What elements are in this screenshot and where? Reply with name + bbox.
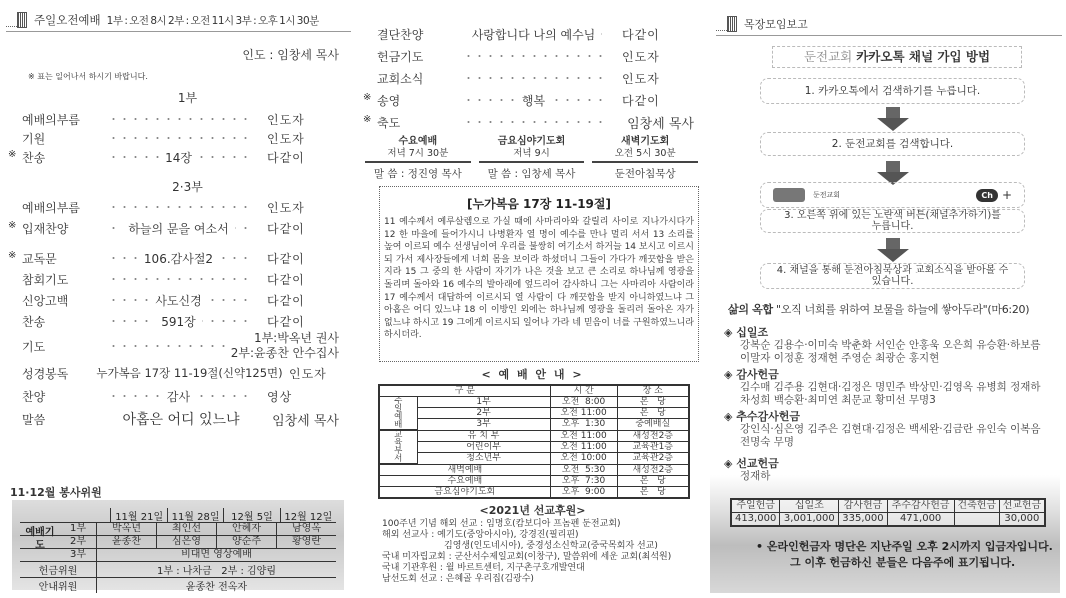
online-notice-2: 그 이후 헌금하신 분들은 다음주에 표기됩니다. <box>790 556 1016 569</box>
table-row <box>379 397 689 408</box>
amount-cell: 335,000 <box>839 513 887 527</box>
order-person: 다같이 <box>267 150 305 165</box>
date-header: 12월 5일 <box>223 508 279 523</box>
anthem-title: 감사 <box>161 388 196 405</box>
header-cell: 장 소 <box>617 385 689 397</box>
date-header: 12월 12일 <box>280 508 336 523</box>
step-text: 있습니다. <box>871 276 914 287</box>
usher-volunteers: 윤종찬 전옥자 <box>96 578 336 593</box>
order-label: 헌금기도 <box>377 49 424 64</box>
table-row <box>379 487 689 499</box>
volunteers-panel <box>12 500 344 593</box>
table-cell: 어린이부 <box>417 441 550 452</box>
sermon-title: 아홉은 어디 있느냐 <box>122 412 240 428</box>
table-cell: 본 당 <box>617 487 689 499</box>
table-cell: 교육관2층 <box>617 453 689 464</box>
page-header <box>6 8 351 32</box>
group-name: 교육부서 <box>394 430 403 464</box>
table-cell: 오후 9:00 <box>550 487 617 499</box>
order-dots <box>108 110 249 128</box>
diamond-icon: ◈ <box>724 368 737 381</box>
order-row-prayer <box>22 331 339 361</box>
order-row-anthem <box>22 387 339 405</box>
church-logo-icon <box>6 10 30 28</box>
volunteer-name: 최인선 <box>156 523 216 535</box>
part-label: 1부 <box>69 523 87 534</box>
service-time: 저녁 7시 30분 <box>365 148 471 163</box>
table-cell: 본 당 <box>617 476 689 487</box>
group-cell <box>379 430 417 464</box>
order-label: 기도 <box>22 339 46 354</box>
service-time: 저녁 9시 <box>479 148 585 163</box>
leader: 인도 : 임창세 목사 <box>242 48 339 62</box>
table-cell: 오전 11:00 <box>550 430 617 441</box>
table-row <box>379 408 689 419</box>
kakao-title-text: 카카오톡 채널 가입 방법 <box>856 49 991 64</box>
offering-section <box>724 326 1052 365</box>
arrow-down-icon <box>877 107 909 131</box>
church-thumbnail-icon <box>773 188 805 202</box>
service-0 <box>365 135 471 183</box>
order-label-wrap <box>22 292 90 309</box>
header-cell: 주일헌금 <box>731 499 780 513</box>
table-cell: 본 당 <box>617 397 689 408</box>
order-label-wrap <box>363 91 445 109</box>
order-item: 사랑합니다 나의 예수님 <box>466 26 602 43</box>
background-photo <box>710 475 1060 593</box>
table-cell: 유 치 부 <box>417 430 550 441</box>
order-item: 14장 <box>159 149 198 166</box>
order-label-wrap <box>22 199 90 216</box>
table-cell: 새벽예배 <box>379 464 550 476</box>
table-row <box>379 476 689 487</box>
order-person: 다같이 <box>267 314 305 329</box>
order-item: 106.감사절2 <box>138 250 219 267</box>
order-dots <box>108 270 249 288</box>
order-row <box>22 270 339 288</box>
prayer-leaders <box>231 331 339 361</box>
order-row <box>8 219 339 237</box>
order-label: 찬송 <box>22 150 46 165</box>
table-cell: 2부 <box>417 408 550 419</box>
volunteer-name: 안혜자 <box>216 523 276 535</box>
service-name: 새벽기도회 <box>621 136 670 147</box>
arrow-down-icon <box>877 238 909 262</box>
volunteers-table <box>20 508 336 523</box>
standing-note: ※ 표는 일어나서 하시기 바랍니다. <box>28 72 148 81</box>
page-header <box>716 8 1062 36</box>
table-cell: 청소년부 <box>417 453 550 464</box>
order-dots <box>108 337 225 355</box>
section-names: 강복순 김용수·이미숙 박춘화 서인순 안홍욱 오은희 유승환·하보름 이말자 이정훈 정재현 주영순 최광순 홍지현 <box>740 339 1041 364</box>
volunteer-name: 박옥년 <box>96 523 156 535</box>
order-item: 하늘의 문을 여소서 <box>122 220 234 237</box>
order-row <box>8 148 339 166</box>
order-dots <box>108 387 249 405</box>
section-names: 강인식·심은영 김주은 김현대·김정은 백세완·김금란 유인숙 이복음 전명숙 무명 <box>740 423 1041 448</box>
reading-passage: 누가복음 17장 11-19절(신약125면) <box>96 366 283 380</box>
section-names: 김수매 김주용 김현대·김정은 명민주 박상민·김영옥 유병희 정재하 차성희 백승환·최미연 최문교 황미선 무명3 <box>740 381 1041 406</box>
order-label-wrap <box>22 388 90 405</box>
amount-cell: 3,001,000 <box>780 513 839 527</box>
service-2 <box>592 135 698 183</box>
table-cell: 교육관1층 <box>617 441 689 452</box>
table-row <box>379 441 689 452</box>
part1-title: 1부 <box>177 91 198 105</box>
table-row <box>379 430 689 441</box>
amount-cell <box>954 513 999 527</box>
order-row-sermon <box>22 410 339 428</box>
order-dots <box>108 219 249 237</box>
service-name: 수요예배 <box>398 136 438 147</box>
amount-cell: 30,000 <box>999 513 1045 527</box>
preacher: 임창세 목사 <box>272 413 339 429</box>
table-cell: 금요심야기도회 <box>379 487 550 499</box>
verse-text: "오직 너희를 위하여 보물을 하늘에 쌓아두라"(마6:20) <box>776 303 1030 316</box>
order-dots <box>108 129 249 147</box>
order-row-reading <box>22 364 339 382</box>
order-label-wrap <box>363 113 445 131</box>
kakao-step-2 <box>760 132 1025 156</box>
part-label: 3부 <box>69 549 87 560</box>
order-row <box>22 291 339 309</box>
table-cell: 오후 1:30 <box>550 419 617 430</box>
table-cell: 중예배실 <box>617 419 689 430</box>
offering-table <box>730 498 1046 527</box>
kakao-title <box>772 46 1022 68</box>
order-label: 입재찬양 <box>22 221 69 236</box>
order-label-wrap <box>377 48 445 65</box>
mission-line: 김영생(인도네시아), 중경성소신학교(중국목회자 선교) <box>444 541 658 551</box>
section-mission-offering <box>724 457 1052 483</box>
table-cell: 오전 11:00 <box>550 441 617 452</box>
step-text: 4. 채널을 통해 둔전아침묵상과 교회소식을 받아볼 수 <box>776 265 1009 276</box>
channel-add-button[interactable]: Ch <box>976 189 998 202</box>
order-row <box>377 25 694 43</box>
order-dots <box>463 113 609 131</box>
order-label: 신앙고백 <box>22 293 69 308</box>
table-cell: 새성전2층 <box>617 430 689 441</box>
mission-line: 해외 선교사 : 예기도(중앙아시아), 강경진(필리핀) <box>382 530 579 540</box>
order-item: 행복 <box>516 92 551 109</box>
order-label-wrap <box>22 411 90 428</box>
order-label: 말씀 <box>22 412 46 427</box>
offering-label: 헌금위원 <box>38 566 78 577</box>
step-text: 3. 오른쪽 위에 있는 노란색 버튼(채널추가하기)를 <box>784 210 1001 221</box>
part-label: 2부 <box>69 536 87 547</box>
order-dots <box>108 249 249 267</box>
volunteers-title: 11·12월 봉사위원 <box>10 486 102 499</box>
order-label: 찬양 <box>22 389 46 404</box>
group-cell <box>379 397 417 431</box>
header-cell: 감사헌금 <box>839 499 887 513</box>
offering-verse <box>728 303 1029 317</box>
table-row <box>379 453 689 464</box>
mission-list <box>382 519 671 585</box>
order-label: 송영 <box>377 93 401 108</box>
order-person: 인도자 <box>622 49 660 64</box>
part23-title: 2·3부 <box>172 180 203 194</box>
order-dots <box>108 312 249 330</box>
order-person: 인도자 <box>267 112 305 127</box>
volunteer-name: 남영옥 <box>276 523 336 535</box>
order-label-wrap <box>22 365 90 382</box>
order-person: 임창세 목사 <box>627 116 694 132</box>
weekly-services <box>365 135 698 183</box>
scripture-title: [누가복음 17장 11-19절] <box>467 197 611 211</box>
mission-line: 국내 미자립교회 : 군산서수제일교회(이창구), 말씀위에 세운 교회(최석원) <box>382 552 672 562</box>
volunteer-name: 윤종찬 <box>96 536 156 548</box>
header-cell: 구 분 <box>379 385 550 397</box>
usher-label: 안내위원 <box>38 582 78 593</box>
header-title: 목장모임보고 <box>744 18 808 31</box>
plus-icon: + <box>1001 187 1012 202</box>
order-label-wrap <box>8 249 90 267</box>
order-dots <box>108 148 249 166</box>
service-times: 1부 : 오전 8시 2부 : 오전 11시 3부 : 오후 1시 30분 <box>106 15 319 27</box>
scripture-text: 11 예수께서 예루살렘으로 가실 때에 사마리아와 갈릴리 사이로 지나가시다가 12 한 마을에 들어가시니 나병환자 열 명이 예수를 만나 멀리 서서 13 소리를 높여 이르되 예수 선생님이여 우리를 불쌍히 여기소서 하거늘 14 보시고 이르시되 가서 제사장들에게 너희 몸을 보이라 하셨더니 그들이 가다가 깨끗함을 받은지라 15 그 중의 한 사람이 자기가 나은 것을 보고 큰 소리로 하나님께 영광을 돌리며 돌아와 16 예수의 발아래에 엎드리어 감사하니 그는 사마리아 사람이라 17 예수께서 대답하여 이르시되 열 사람이 다 깨끗함을 받지 아니하였느냐 그 아홉은 어디 있느냐 18 이 이방인 외에는 하나님께 영광을 돌리러 돌아온 자가 없느냐 하시고 19 그에게 이르시되 일어나 가라 네 믿음이 너를 구원하였느니라 하시더라. <box>384 217 694 341</box>
service-sermon: 말 씀 : 임창세 목사 <box>487 168 576 180</box>
order-row <box>22 312 339 330</box>
scripture-box <box>379 186 699 362</box>
mission-title: <2021년 선교후원> <box>479 504 586 517</box>
table-cell: 수요예배 <box>379 476 550 487</box>
order-row <box>22 198 339 216</box>
section-title: 감사헌금 <box>736 368 779 381</box>
group-name: 주일예배 <box>394 396 403 430</box>
order-label-wrap <box>377 70 445 87</box>
amount-cell: 413,000 <box>731 513 780 527</box>
table-cell: 오후 7:30 <box>550 476 617 487</box>
table-cell: 본 당 <box>617 408 689 419</box>
order-person: 다같이 <box>267 251 305 266</box>
order-label: 교회소식 <box>377 71 424 86</box>
date-header: 11월 21일 <box>110 508 166 523</box>
section-title: 선교헌금 <box>736 457 779 470</box>
order-row <box>363 91 694 109</box>
table-cell: 1부 <box>417 397 550 408</box>
order-label: 성경봉독 <box>22 366 69 381</box>
verse-label: 삶의 옥합 <box>728 303 773 316</box>
service-sermon: 둔전아침묵상 <box>614 168 676 180</box>
order-label: 찬송 <box>22 314 46 329</box>
order-label: 축도 <box>377 115 401 130</box>
worship-guide-title: < 예 배 안 내 > <box>481 368 584 381</box>
standing-mark: ※ <box>8 148 17 160</box>
standing-mark: ※ <box>8 249 17 261</box>
header-cell: 십일조 <box>780 499 839 513</box>
order-label-wrap <box>8 219 90 237</box>
table-cell: 새성전2층 <box>617 464 689 476</box>
offering-section <box>724 410 1052 449</box>
table-cell: 오전 8:00 <box>550 397 617 408</box>
part3-value: 비대면 영상예배 <box>96 549 336 561</box>
order-person: 다같이 <box>267 272 305 287</box>
order-person: 다같이 <box>622 93 660 108</box>
step-text: 1. 카카오톡에서 검색하기를 누릅니다. <box>804 84 981 97</box>
order-dots <box>463 91 604 109</box>
header-cell: 건축헌금 <box>954 499 999 513</box>
worship-order-continued <box>355 0 710 598</box>
section-names: 정재하 <box>740 470 771 482</box>
order-dots <box>108 291 249 309</box>
standing-mark: ※ <box>363 91 372 103</box>
order-dots <box>108 198 249 216</box>
order-person: 다같이 <box>622 27 660 42</box>
table-cell: 3부 <box>417 419 550 430</box>
order-label: 결단찬양 <box>377 27 424 42</box>
order-label-wrap <box>8 148 90 166</box>
mission-line: 국내 기관후원 : 월 바르트센터, 지구촌구호개발연대 <box>382 563 585 573</box>
table-row <box>379 419 689 430</box>
row-label: 예배기도 <box>25 527 55 551</box>
prayer-part1: 1부:박옥년 권사 <box>253 331 339 345</box>
order-row <box>22 129 339 147</box>
mission-line: 남선도회 선교 : 은혜골 우리집(김광수) <box>382 574 534 584</box>
order-row <box>22 110 339 128</box>
kakao-step-3 <box>760 209 1025 233</box>
diamond-icon: ◈ <box>724 326 737 339</box>
order-label: 예배의부름 <box>22 200 80 215</box>
order-person: 인도자 <box>622 71 660 86</box>
order-label: 기원 <box>22 131 46 146</box>
order-item: 사도신경 <box>149 292 207 309</box>
order-row <box>8 249 339 267</box>
prayer-part2: 2부:윤종찬 안수집사 <box>230 346 339 360</box>
order-row <box>377 69 694 87</box>
kakao-step-4 <box>760 263 1025 289</box>
header-cell: 시 간 <box>550 385 617 397</box>
channel-name: 둔전교회 <box>813 190 841 199</box>
service-time: 오전 5시 30분 <box>592 148 698 163</box>
order-row <box>363 113 694 132</box>
online-notice-1: • 온라인헌금자 명단은 지난주일 오후 2시까지 입금자입니다. <box>756 540 1053 553</box>
service-sermon: 말 씀 : 정진영 목사 <box>373 168 462 180</box>
offering-section <box>724 368 1052 407</box>
order-label-wrap <box>22 111 90 128</box>
order-label-wrap <box>22 130 90 147</box>
order-label: 교독문 <box>22 251 57 266</box>
worship-guide-table <box>378 384 690 499</box>
order-person: 다같이 <box>267 293 305 308</box>
table-cell: 오전 11:00 <box>550 408 617 419</box>
amount-cell: 471,000 <box>887 513 954 527</box>
table-cell: 오전 5:30 <box>550 464 617 476</box>
kakao-channel-preview <box>760 182 1025 208</box>
table-cell: 오전 10:00 <box>550 453 617 464</box>
order-person: 다같이 <box>267 221 305 236</box>
header-title: 주일오전예배 <box>34 13 101 27</box>
order-person: 인도자 <box>267 200 305 215</box>
table-header <box>379 385 689 397</box>
order-row <box>377 47 694 65</box>
header-cell: 추수감사헌금 <box>887 499 954 513</box>
order-person: 인도자 <box>267 131 305 146</box>
offering-volunteers: 1부 : 나차금 2부 : 김양림 <box>96 562 336 577</box>
order-label: 참회기도 <box>22 272 69 287</box>
standing-mark: ※ <box>363 113 372 125</box>
order-person: 영상 <box>267 389 293 404</box>
order-label-wrap <box>22 338 90 355</box>
table-header <box>731 499 1045 513</box>
volunteer-name: 양순주 <box>216 536 276 548</box>
service-1 <box>479 135 585 183</box>
section-title: 십일조 <box>736 326 769 339</box>
kakao-title-church: 둔전교회 <box>803 49 853 64</box>
diamond-icon: ◈ <box>724 457 737 470</box>
order-label-wrap <box>22 313 90 330</box>
standing-mark: ※ <box>8 219 17 231</box>
table-row <box>379 464 689 476</box>
step-text: 2. 둔전교회를 검색합니다. <box>831 137 954 150</box>
order-label-wrap <box>377 26 445 43</box>
service-name: 금요심야기도회 <box>497 136 566 147</box>
section-title: 추수감사헌금 <box>736 410 801 423</box>
step-text: 누릅니다. <box>871 221 914 232</box>
fellowship-report-page <box>710 0 1066 598</box>
church-logo-icon <box>716 14 740 32</box>
diamond-icon: ◈ <box>724 410 737 423</box>
order-dots <box>463 47 604 65</box>
order-person: 인도자 <box>289 366 327 381</box>
volunteer-name: 황영란 <box>276 536 336 548</box>
volunteer-name: 심은영 <box>156 536 216 548</box>
order-label: 예배의부름 <box>22 112 80 127</box>
mission-line: 100주년 기념 해외 선교 : 임명호(캄보디아 프놈펜 둔전교회) <box>382 519 621 529</box>
kakao-step-1 <box>760 78 1025 104</box>
date-header: 11월 28일 <box>167 508 223 523</box>
header-cell: 선교헌금 <box>999 499 1045 513</box>
table-row <box>731 513 1045 527</box>
order-label-wrap <box>22 271 90 288</box>
volunteer-rows <box>20 522 336 593</box>
order-item: 591장 <box>155 313 202 330</box>
order-dots <box>463 69 604 87</box>
order-dots <box>463 25 604 43</box>
worship-order-page <box>0 0 355 598</box>
